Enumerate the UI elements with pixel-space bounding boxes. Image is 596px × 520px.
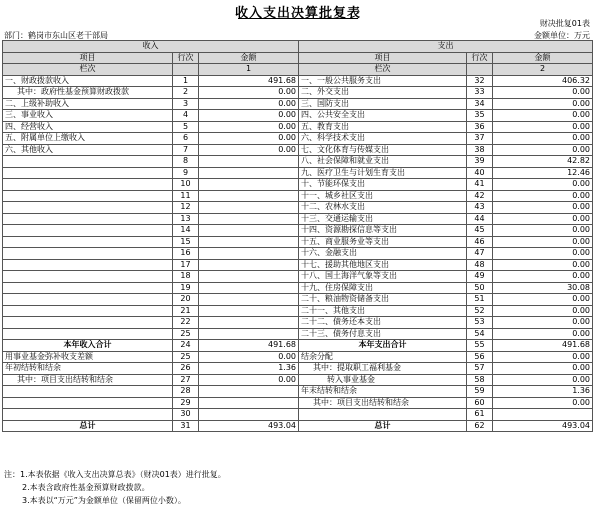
income-rowno-cell: 1 <box>173 75 199 87</box>
income-lanci-label: 栏次 <box>3 64 173 76</box>
income-amount-cell: 1.36 <box>199 363 299 375</box>
income-amount-cell <box>199 294 299 306</box>
income-item-cell <box>3 282 173 294</box>
expense-rowno-cell: 52 <box>467 305 493 317</box>
expense-rowno-cell: 56 <box>467 351 493 363</box>
expense-amount-cell: 491.68 <box>493 340 593 352</box>
expense-amount-cell: 493.04 <box>493 420 593 432</box>
income-rowno-cell: 6 <box>173 133 199 145</box>
expense-rowno-cell: 60 <box>467 397 493 409</box>
expense-item-cell: 十三、交通运输支出 <box>299 213 467 225</box>
income-rowno-cell: 21 <box>173 305 199 317</box>
expense-rowno-cell: 32 <box>467 75 493 87</box>
expense-rowno-cell: 48 <box>467 259 493 271</box>
table-row <box>3 98 593 110</box>
table-row <box>3 236 593 248</box>
income-amount-cell <box>199 282 299 294</box>
income-amount-cell <box>199 179 299 191</box>
table-row <box>3 213 593 225</box>
expense-lanci-label: 栏次 <box>299 64 467 76</box>
income-amount-cell <box>199 328 299 340</box>
expense-item-cell: 二十一、其他支出 <box>299 305 467 317</box>
expense-rowno-cell: 37 <box>467 133 493 145</box>
income-amount-cell <box>199 409 299 421</box>
expense-amount-cell: 0.00 <box>493 133 593 145</box>
table-row <box>3 259 593 271</box>
income-rowno-cell: 4 <box>173 110 199 122</box>
expense-item-cell: 二十、粮油物资储备支出 <box>299 294 467 306</box>
expense-item-cell: 十一、城乡社区支出 <box>299 190 467 202</box>
expense-amount-cell: 0.00 <box>493 374 593 386</box>
expense-amount-cell: 0.00 <box>493 98 593 110</box>
table-row <box>3 317 593 329</box>
expense-item-cell: 其中：提取职工福利基金 <box>299 363 467 375</box>
expense-amount-cell: 0.00 <box>493 317 593 329</box>
expense-amount-cell: 0.00 <box>493 397 593 409</box>
table-row <box>3 133 593 145</box>
amount-unit: 金额单位：万元 <box>534 31 590 40</box>
expense-rowno-cell: 46 <box>467 236 493 248</box>
header-row-lanci <box>3 64 593 76</box>
expense-item-cell: 十四、资源勘探信息等支出 <box>299 225 467 237</box>
income-item-cell: 一、财政拨款收入 <box>3 75 173 87</box>
income-rowno-cell: 28 <box>173 386 199 398</box>
expense-header: 支出 <box>299 41 593 53</box>
income-item-cell <box>3 409 173 421</box>
note-1: 注：1.本表依据《收入支出决算总表》（财决01表）进行批复。 <box>4 470 226 479</box>
expense-item-cell: 二十二、债务还本支出 <box>299 317 467 329</box>
income-amount-cell <box>199 397 299 409</box>
income-amount-cell: 0.00 <box>199 133 299 145</box>
expense-item-cell: 转入事业基金 <box>299 374 467 386</box>
income-rowno-cell: 9 <box>173 167 199 179</box>
expense-rowno-cell: 43 <box>467 202 493 214</box>
income-item-cell <box>3 317 173 329</box>
expense-amount-cell: 0.00 <box>493 225 593 237</box>
income-item-cell <box>3 248 173 260</box>
income-amount-cell: 0.00 <box>199 110 299 122</box>
income-rowno-cell: 14 <box>173 225 199 237</box>
income-amount-cell: 0.00 <box>199 87 299 99</box>
expense-rowno-cell: 62 <box>467 420 493 432</box>
expense-rowno-cell: 51 <box>467 294 493 306</box>
expense-amount-header: 金额 <box>493 52 593 64</box>
income-item-cell <box>3 190 173 202</box>
income-rowno-cell: 13 <box>173 213 199 225</box>
notes <box>4 468 226 507</box>
expense-amount-cell: 1.36 <box>493 386 593 398</box>
income-amount-cell: 491.68 <box>199 340 299 352</box>
income-rowno-cell: 19 <box>173 282 199 294</box>
expense-col-number: 2 <box>493 64 593 76</box>
expense-rowno-cell: 54 <box>467 328 493 340</box>
income-item-cell: 六、其他收入 <box>3 144 173 156</box>
expense-amount-cell: 0.00 <box>493 259 593 271</box>
income-amount-cell <box>199 317 299 329</box>
expense-item-cell: 结余分配 <box>299 351 467 363</box>
income-amount-cell: 0.00 <box>199 98 299 110</box>
income-item-cell <box>3 167 173 179</box>
expense-item-cell: 十九、住房保障支出 <box>299 282 467 294</box>
expense-amount-cell: 0.00 <box>493 328 593 340</box>
income-rowno-cell: 20 <box>173 294 199 306</box>
header-row-group <box>3 41 593 53</box>
income-rowno-cell: 3 <box>173 98 199 110</box>
expense-rowno-cell: 41 <box>467 179 493 191</box>
income-item-cell <box>3 271 173 283</box>
table-row <box>3 75 593 87</box>
income-amount-cell <box>199 259 299 271</box>
expense-rowno-cell: 57 <box>467 363 493 375</box>
income-rowno-cell: 26 <box>173 363 199 375</box>
income-amount-cell <box>199 271 299 283</box>
expense-item-cell: 十二、农林水支出 <box>299 202 467 214</box>
department-label: 部门： <box>4 31 28 40</box>
expense-item-cell: 十八、国土海洋气象等支出 <box>299 271 467 283</box>
expense-lanci-blank <box>467 64 493 76</box>
table-row <box>3 248 593 260</box>
expense-item-cell: 二、外交支出 <box>299 87 467 99</box>
income-item-cell: 用事业基金弥补收支差额 <box>3 351 173 363</box>
income-rowno-cell: 25 <box>173 351 199 363</box>
income-rowno-cell: 30 <box>173 409 199 421</box>
table-row <box>3 121 593 133</box>
income-amount-cell <box>199 305 299 317</box>
expense-amount-cell: 0.00 <box>493 144 593 156</box>
department-name: 鹤岗市东山区老干部局 <box>28 31 108 40</box>
expense-item-cell: 总计 <box>299 420 467 432</box>
income-rowno-cell: 24 <box>173 340 199 352</box>
expense-item-cell: 八、社会保障和就业支出 <box>299 156 467 168</box>
expense-rowno-cell: 53 <box>467 317 493 329</box>
expense-item-cell: 三、国防支出 <box>299 98 467 110</box>
income-amount-cell: 0.00 <box>199 144 299 156</box>
expense-amount-cell: 0.00 <box>493 110 593 122</box>
income-amount-cell: 0.00 <box>199 121 299 133</box>
expense-rowno-cell: 61 <box>467 409 493 421</box>
table-row <box>3 87 593 99</box>
page-title: 收入支出决算批复表 <box>234 6 361 21</box>
income-amount-cell <box>199 213 299 225</box>
income-item-cell <box>3 397 173 409</box>
income-item-cell: 五、附属单位上缴收入 <box>3 133 173 145</box>
income-item-cell <box>3 305 173 317</box>
expense-item-cell: 四、公共安全支出 <box>299 110 467 122</box>
income-amount-cell <box>199 202 299 214</box>
income-rowno-cell: 31 <box>173 420 199 432</box>
expense-amount-cell: 0.00 <box>493 213 593 225</box>
expense-item-cell: 十五、商业服务业等支出 <box>299 236 467 248</box>
table-row <box>3 374 593 386</box>
income-item-cell <box>3 156 173 168</box>
income-rowno-cell: 8 <box>173 156 199 168</box>
expense-amount-cell: 0.00 <box>493 363 593 375</box>
income-rowno-cell: 15 <box>173 236 199 248</box>
income-item-cell <box>3 202 173 214</box>
income-item-cell <box>3 259 173 271</box>
income-item-cell: 本年收入合计 <box>3 340 173 352</box>
expense-item-cell: 年末结转和结余 <box>299 386 467 398</box>
income-amount-cell <box>199 225 299 237</box>
expense-item-cell <box>299 409 467 421</box>
income-item-cell <box>3 213 173 225</box>
table-row <box>3 144 593 156</box>
expense-item-cell: 九、医疗卫生与计划生育支出 <box>299 167 467 179</box>
income-rowno-cell: 12 <box>173 202 199 214</box>
note-3: 3.本表以“万元”为金额单位（保留两位小数）。 <box>22 496 186 505</box>
expense-rowno-cell: 34 <box>467 98 493 110</box>
expense-amount-cell: 0.00 <box>493 179 593 191</box>
income-item-cell: 其中：政府性基金预算财政拨款 <box>3 87 173 99</box>
income-rowno-cell: 25 <box>173 328 199 340</box>
income-amount-header: 金额 <box>199 52 299 64</box>
expense-amount-cell: 0.00 <box>493 236 593 248</box>
income-item-cell <box>3 386 173 398</box>
expense-item-cell: 其中：项目支出结转和结余 <box>299 397 467 409</box>
expense-rowno-cell: 44 <box>467 213 493 225</box>
income-amount-cell <box>199 236 299 248</box>
table-row <box>3 340 593 352</box>
expense-rowno-cell: 33 <box>467 87 493 99</box>
income-header: 收入 <box>3 41 299 53</box>
expense-rowno-header: 行次 <box>467 52 493 64</box>
income-item-cell: 年初结转和结余 <box>3 363 173 375</box>
expense-rowno-cell: 49 <box>467 271 493 283</box>
income-amount-cell <box>199 248 299 260</box>
expense-item-cell: 十六、金融支出 <box>299 248 467 260</box>
expense-amount-cell: 406.32 <box>493 75 593 87</box>
report-body <box>3 75 593 432</box>
income-rowno-cell: 27 <box>173 374 199 386</box>
expense-item-cell: 六、科学技术支出 <box>299 133 467 145</box>
expense-amount-cell: 30.08 <box>493 282 593 294</box>
table-row <box>3 179 593 191</box>
expense-amount-cell: 0.00 <box>493 248 593 260</box>
income-rowno-cell: 10 <box>173 179 199 191</box>
table-row <box>3 351 593 363</box>
income-item-cell <box>3 225 173 237</box>
table-row <box>3 202 593 214</box>
income-lanci-blank <box>173 64 199 76</box>
table-row <box>3 167 593 179</box>
income-rowno-cell: 7 <box>173 144 199 156</box>
table-row <box>3 282 593 294</box>
expense-rowno-cell: 42 <box>467 190 493 202</box>
table-row <box>3 328 593 340</box>
income-rowno-cell: 2 <box>173 87 199 99</box>
table-row <box>3 305 593 317</box>
income-amount-cell: 491.68 <box>199 75 299 87</box>
expense-amount-cell: 0.00 <box>493 305 593 317</box>
note-2: 2.本表含政府性基金预算财政拨款。 <box>22 483 150 492</box>
expense-item-cell: 本年支出合计 <box>299 340 467 352</box>
income-rowno-cell: 18 <box>173 271 199 283</box>
income-item-cell <box>3 236 173 248</box>
expense-rowno-cell: 55 <box>467 340 493 352</box>
expense-rowno-cell: 38 <box>467 144 493 156</box>
expense-amount-cell: 12.46 <box>493 167 593 179</box>
income-item-cell <box>3 328 173 340</box>
income-item-cell: 三、事业收入 <box>3 110 173 122</box>
income-rowno-header: 行次 <box>173 52 199 64</box>
table-row <box>3 420 593 432</box>
expense-item-cell: 五、教育支出 <box>299 121 467 133</box>
expense-amount-cell: 0.00 <box>493 351 593 363</box>
expense-rowno-cell: 45 <box>467 225 493 237</box>
income-item-header: 项目 <box>3 52 173 64</box>
income-amount-cell <box>199 167 299 179</box>
table-row <box>3 190 593 202</box>
income-rowno-cell: 11 <box>173 190 199 202</box>
table-row <box>3 110 593 122</box>
expense-item-header: 项目 <box>299 52 467 64</box>
income-item-cell <box>3 179 173 191</box>
expense-item-cell: 十、节能环保支出 <box>299 179 467 191</box>
income-rowno-cell: 16 <box>173 248 199 260</box>
income-rowno-cell: 17 <box>173 259 199 271</box>
expense-rowno-cell: 50 <box>467 282 493 294</box>
income-amount-cell <box>199 190 299 202</box>
expense-rowno-cell: 40 <box>467 167 493 179</box>
expense-item-cell: 七、文化体育与传媒支出 <box>299 144 467 156</box>
expense-item-cell: 十七、援助其他地区支出 <box>299 259 467 271</box>
income-rowno-cell: 22 <box>173 317 199 329</box>
income-amount-cell: 493.04 <box>199 420 299 432</box>
table-row <box>3 271 593 283</box>
expense-rowno-cell: 39 <box>467 156 493 168</box>
income-col-number: 1 <box>199 64 299 76</box>
table-row <box>3 225 593 237</box>
expense-amount-cell: 0.00 <box>493 294 593 306</box>
expense-rowno-cell: 35 <box>467 110 493 122</box>
income-item-cell: 总计 <box>3 420 173 432</box>
expense-rowno-cell: 59 <box>467 386 493 398</box>
income-amount-cell: 0.00 <box>199 374 299 386</box>
expense-rowno-cell: 58 <box>467 374 493 386</box>
table-row <box>3 386 593 398</box>
expense-rowno-cell: 47 <box>467 248 493 260</box>
table-row <box>3 409 593 421</box>
form-number: 财决批复01表 <box>539 19 590 28</box>
income-amount-cell: 0.00 <box>199 351 299 363</box>
income-rowno-cell: 5 <box>173 121 199 133</box>
income-item-cell: 其中：项目支出结转和结余 <box>3 374 173 386</box>
expense-item-cell: 二十三、债务付息支出 <box>299 328 467 340</box>
income-item-cell <box>3 294 173 306</box>
title-underline <box>238 18 358 19</box>
income-item-cell: 二、上级补助收入 <box>3 98 173 110</box>
expense-amount-cell: 42.82 <box>493 156 593 168</box>
income-rowno-cell: 29 <box>173 397 199 409</box>
header-row-columns <box>3 52 593 64</box>
expense-amount-cell: 0.00 <box>493 190 593 202</box>
expense-rowno-cell: 36 <box>467 121 493 133</box>
table-row <box>3 363 593 375</box>
expense-amount-cell: 0.00 <box>493 87 593 99</box>
table-row <box>3 156 593 168</box>
income-amount-cell <box>199 156 299 168</box>
table-row <box>3 397 593 409</box>
income-amount-cell <box>199 386 299 398</box>
income-item-cell: 四、经营收入 <box>3 121 173 133</box>
expense-amount-cell: 0.00 <box>493 271 593 283</box>
expense-amount-cell <box>493 409 593 421</box>
table-row <box>3 294 593 306</box>
expense-amount-cell: 0.00 <box>493 121 593 133</box>
expense-amount-cell: 0.00 <box>493 202 593 214</box>
expense-item-cell: 一、一般公共服务支出 <box>299 75 467 87</box>
report-table <box>2 40 593 432</box>
